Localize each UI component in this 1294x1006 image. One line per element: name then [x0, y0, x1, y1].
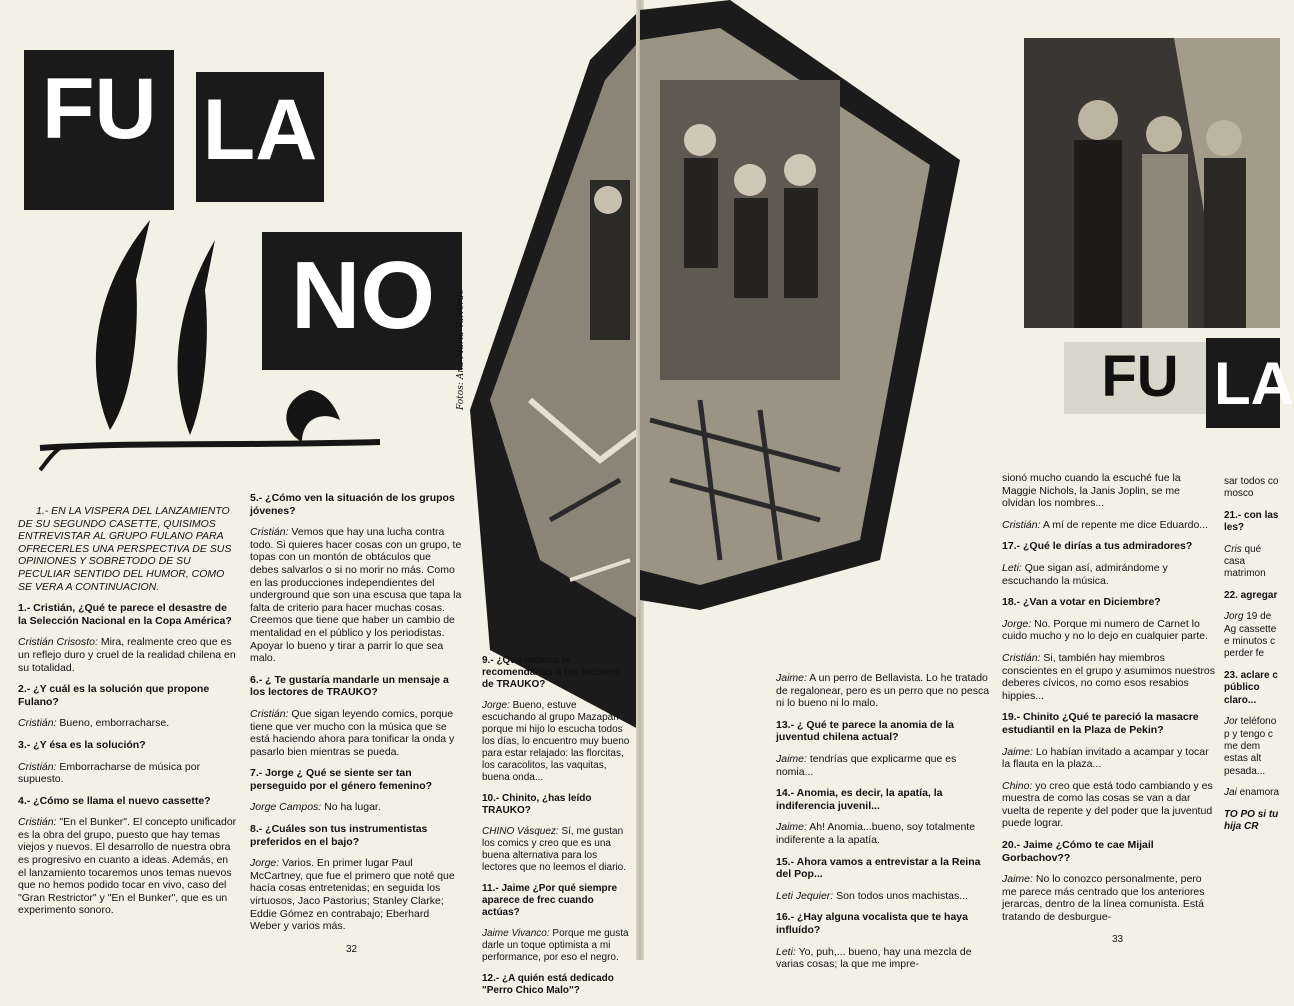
- question-text: 16.- ¿Hay alguna vocalista que te haya influído?: [776, 911, 968, 936]
- right-title-fu: FU: [1101, 344, 1179, 409]
- col1-a4: [18, 816, 238, 917]
- col2-q5: [250, 492, 462, 517]
- question-text: 3.- ¿Y ésa es la solución?: [18, 738, 146, 751]
- col2-q7: [250, 767, 462, 792]
- col2-q8: [250, 823, 462, 848]
- speaker: Jaime:: [776, 672, 807, 684]
- question-text: 23. aclare c público claro...: [1224, 669, 1278, 706]
- speaker: Cristián:: [18, 760, 57, 773]
- answer-text: Son todos unos machistas...: [833, 889, 969, 902]
- col1-q1: [18, 602, 238, 627]
- answer-text: Bueno, emborracharse.: [56, 717, 170, 730]
- speaker: Jaime:: [776, 821, 807, 834]
- col3-a10: [482, 826, 632, 874]
- right-page: [640, 0, 1294, 971]
- col6-a22: [1224, 611, 1280, 661]
- question-text: 20.- Jaime ¿Cómo te cae Mijail Gorbachov??: [1002, 839, 1154, 864]
- col1-a2: [18, 717, 238, 730]
- speaker: Jorg: [1224, 611, 1244, 623]
- col4-a16: [776, 946, 994, 971]
- answer-text: Mira, realmente creo que es un reflejo duro y cruel de la realidad chilena en su totalidad.: [18, 636, 236, 674]
- speaker: Jor: [1224, 716, 1238, 728]
- answer-text: Varios. En primer lugar Paul McCartney, que fue el primero que noté que hacía cosas entretenidas; en seguida los virtuosos, Jaco Pastorius; Stanley Clarke; Eddie Gómez en contrabajo; Eberhard Weber y varios más.: [250, 857, 455, 933]
- col2-a5: [250, 526, 462, 665]
- col5-q20: [1002, 839, 1216, 864]
- col3-a9: [482, 700, 632, 784]
- col1-q2: [18, 683, 238, 708]
- answer-text: Porque me gusta darle un toque optimista a mi performance, por eso el negro.: [482, 928, 629, 963]
- col5-a17: [1002, 562, 1216, 587]
- speaker: Leti Jequier:: [776, 889, 834, 902]
- answer-text: No. Porque mi numero de Carnet lo cuido mucho y no lo dejo en cualquier parte.: [1002, 617, 1209, 643]
- speaker: Jaime:: [1002, 873, 1033, 886]
- question-text: 10.- Chinito, ¿has leído TRAUKO?: [482, 793, 592, 816]
- col5-q18: [1002, 596, 1216, 609]
- page-number-left: 32: [346, 944, 358, 955]
- answer-text: No ha lugar.: [321, 801, 381, 814]
- left-page: [0, 0, 640, 996]
- answer-text: No lo conozco personalmente, pero me parece más centrado que los anteriores jerarcas, dentro de la línea comunista. Está tratando de desburgue-: [1002, 873, 1205, 924]
- question-text: 8.- ¿Cuáles son tus instrumentistas preferidos en el bajo?: [250, 823, 428, 848]
- title-fu: FU: [42, 61, 157, 157]
- col4-q13: [776, 719, 994, 744]
- col3-q12: [482, 973, 632, 997]
- question-text: 13.- ¿ Qué te parece la anomia de la juventud chilena actual?: [776, 718, 954, 744]
- decorative-sprouts: [40, 220, 380, 470]
- column-6-cropped: [1224, 476, 1280, 842]
- col3-q10: [482, 793, 632, 817]
- speaker: Jorge Campos:: [250, 801, 322, 814]
- answer-text: Si, también hay miembros conscientes en el grupo y asumimos nuestros deberes cívicos, no como esos resabios hippies...: [1002, 651, 1216, 702]
- title-la: LA: [202, 82, 318, 178]
- col5-a20: [1002, 873, 1216, 923]
- col6-q22: [1224, 590, 1280, 602]
- page-number-right: 33: [1112, 934, 1124, 945]
- col2-a8: [250, 857, 462, 933]
- col4-a14: [776, 821, 994, 846]
- col5-cont: sionó mucho cuando la escuché fue la Maggie Nichols, la Janis Joplin, se me olvidan los nombres...: [1002, 472, 1181, 510]
- intro-paragraph: 1.- EN LA VISPERA DEL LANZAMIENTO DE SU SEGUNDO CASETTE, QUISIMOS ENTREVISTAR AL GRUPO FULANO PARA OFRECERLES UNA PERSPECTIVA DE SUS OPINIONES Y SOBRETODO DE SU PECULIAR SENTIDO DEL HUMOR, COMO SE VERA A CONTINUACION.: [18, 505, 232, 593]
- answer-text: A un perro de Bellavista. Lo he tratado de regalonear, pero es un perro que no pesca ni lo bueno ni lo malo.: [776, 672, 990, 710]
- col1-q4: [18, 795, 238, 808]
- speaker: Cristián Crisosto:: [18, 636, 98, 649]
- col1-q3: [18, 739, 238, 752]
- ground-line: [40, 442, 380, 448]
- col5-a18a: [1002, 618, 1216, 643]
- col4-q16: [776, 911, 994, 936]
- speaker: Jai: [1224, 787, 1237, 799]
- answer-text: Emborracharse de música por supuesto.: [18, 760, 201, 786]
- col2-a6: [250, 708, 462, 758]
- col4-a12: [776, 672, 994, 710]
- answer-text: Que sigan así, admirándome y escuchando la música.: [1002, 561, 1168, 587]
- answer-text: Lo habían invitado a acampar y tocar la flauta en la plaza...: [1002, 745, 1209, 771]
- question-text: 9.- ¿Qué música le recomendarías a los lectores de TRAUKO?: [482, 655, 620, 690]
- question-text: 18.- ¿Van a votar en Diciembre?: [1002, 596, 1161, 609]
- question-text: 12.- ¿A quién está dedicado "Perro Chico Malo"?: [482, 973, 614, 996]
- answer-text: "En el Bunker". El concepto unificador es la obra del grupo, puesto que hay temas viejos y nuevos. El desarrollo de nuestra obra es progresivo en cuanto a ideas. Además, en el lanzamiento tocaremos unos temas nuevos que no hemos podido tocar en vivo, caso del "Gran Restrictor" y "En el Bunker", que es un experimento sonoro.: [18, 816, 237, 917]
- column-3: [482, 655, 632, 1006]
- col1-a1: [18, 636, 238, 674]
- speaker: Cristián:: [250, 526, 289, 539]
- speaker: Cristián:: [18, 717, 57, 730]
- column-1: [18, 505, 238, 926]
- col3-q11: [482, 883, 632, 919]
- answer-text: 19 de Ag cassette e minutos c perder fe: [1224, 611, 1277, 660]
- title-no: NO: [291, 241, 435, 349]
- answer-text: tendrías que explicarme que es nomia...: [776, 752, 957, 778]
- answer-text: Yo, puh,... bueno, hay una mezcla de varias cosas; la que me impre-: [776, 945, 972, 971]
- col1-a3: [18, 761, 238, 786]
- col6-cont: sar todos co mosco: [1224, 476, 1279, 500]
- question-text: 14.- Anomia, es decir, la apatía, la indiferencia juvenil...: [776, 787, 943, 812]
- answer-text: Ah! Anomia...bueno, soy totalmente indiferente a la apatía.: [776, 821, 976, 846]
- speaker: Jorge:: [482, 700, 510, 711]
- speaker: Cris: [1224, 543, 1242, 555]
- photo-credit: Fotos: Ana María Valverde: [456, 289, 466, 410]
- speaker: Leti:: [1002, 561, 1022, 574]
- speaker: Cristián:: [250, 707, 289, 720]
- col2-q6: [250, 674, 462, 699]
- col2-a7: [250, 801, 462, 814]
- col5-q19: [1002, 711, 1216, 736]
- answer-text: A mí de repente me dice Eduardo...: [1040, 518, 1209, 531]
- col5-q17: [1002, 540, 1216, 553]
- speaker: Leti:: [776, 945, 796, 958]
- speaker: CHINO Vásquez:: [482, 826, 559, 837]
- col6-a23a: [1224, 716, 1280, 778]
- speaker: Jaime:: [1002, 745, 1033, 758]
- question-text: 5.- ¿Cómo ven la situación de los grupos jóvenes?: [250, 492, 455, 517]
- column-2: [250, 492, 462, 942]
- col5-a19b: [1002, 780, 1216, 830]
- speaker: Chino:: [1002, 779, 1033, 792]
- col6-a23b: [1224, 787, 1280, 799]
- col6-a21: [1224, 544, 1280, 581]
- speaker: Cristián:: [1002, 518, 1041, 531]
- answer-text: enamora: [1236, 787, 1280, 799]
- question-text: 4.- ¿Cómo se llama el nuevo cassette?: [18, 794, 211, 807]
- speaker: Jaime:: [776, 752, 807, 765]
- speaker: Jorge:: [250, 857, 280, 870]
- question-text: 2.- ¿Y cuál es la solución que propone Fulano?: [18, 683, 210, 708]
- col5-a18b: [1002, 652, 1216, 702]
- col6-closing: TO PO si tu hija CR: [1224, 808, 1279, 832]
- question-text: 7.- Jorge ¿ Qué se siente ser tan perseguido por el género femenino?: [250, 767, 433, 792]
- question-text: 1.- Cristián, ¿Qué te parece el desastre de la Selección Nacional en la Copa América?: [18, 602, 232, 627]
- answer-text: Bueno, estuve escuchando al grupo Mazapán porque mi hijo lo escucha todos los días, lo encuentro muy bueno para estar relajado: las florcitas, los caracolitos, las vaquitas, buena onda...: [482, 700, 630, 783]
- answer-text: Sí, me gustan los comics y creo que es una buena alternativa para los lectores que no leemos el diario.: [482, 826, 626, 873]
- col6-q23: [1224, 670, 1280, 707]
- question-text: 17.- ¿Qué le dirías a tus admiradores?: [1002, 540, 1193, 553]
- question-text: 21.- con las les?: [1224, 509, 1279, 534]
- col5-a19a: [1002, 746, 1216, 771]
- answer-text: Que sigan leyendo comics, porque tiene que ver mucho con la música que se está haciendo ahora para tonificar la onda y pasarlo bien mientras se pueda.: [250, 707, 455, 758]
- sprout-middle: [178, 240, 215, 435]
- answer-text: yo creo que está todo cambiando y es muestra de como las cosas se van a dar vuelta de repente y del poder que la juventud puede lograr.: [1002, 779, 1213, 830]
- question-text: 19.- Chinito ¿Qué te pareció la masacre estudiantil en la Plaza de Pekin?: [1002, 711, 1199, 736]
- answer-text: teléfono p y tengo c me dem estas alt pesada...: [1224, 716, 1277, 777]
- question-text: 22. agregar: [1224, 589, 1278, 601]
- band-photo-secondary: [1024, 38, 1280, 328]
- col4-a15: [776, 890, 994, 903]
- column-4: [776, 672, 994, 980]
- col6-q21: [1224, 510, 1280, 535]
- col3-q9: [482, 655, 632, 691]
- answer-text: Vemos que hay una lucha contra todo. Si quieres hacer cosas con un grupo, te topas con un montón de obtáculos que debes salvarlos o si no morir no más. Como en las producciones independientes del underground que son una escusa que tapa la falta de criterio para hacer muchas cosas. Creemos que tiene que haber un cambio de mentalidad en el público y los periodistas. Apoyar lo bueno y tirar a parrir lo que sea malo.: [250, 526, 462, 665]
- speaker: Jaime Vivanco:: [482, 928, 550, 939]
- col3-a11: [482, 928, 632, 964]
- col4-q14: [776, 787, 994, 812]
- sprout-right: [286, 390, 340, 442]
- speaker: Jorge:: [1002, 617, 1032, 630]
- speaker: Cristián:: [18, 816, 57, 829]
- speaker: Cristián:: [1002, 651, 1041, 664]
- question-text: 15.- Ahora vamos a entrevistar a la Reina del Pop...: [776, 855, 981, 881]
- col4-q15: [776, 856, 994, 881]
- column-5: [1002, 472, 1216, 933]
- right-title-la: LA: [1214, 350, 1294, 417]
- answer-text: qué casa matrimon: [1224, 543, 1266, 580]
- col4-a13: [776, 753, 994, 778]
- col5-a16b: [1002, 519, 1216, 532]
- question-text: 11.- Jaime ¿Por qué siempre aparece de frec cuando actúas?: [482, 883, 618, 918]
- band-photo-main-right: [640, 0, 960, 660]
- question-text: 6.- ¿ Te gustaría mandarle un mensaje a los lectores de TRAUKO?: [250, 673, 449, 699]
- sprout-left: [96, 220, 150, 430]
